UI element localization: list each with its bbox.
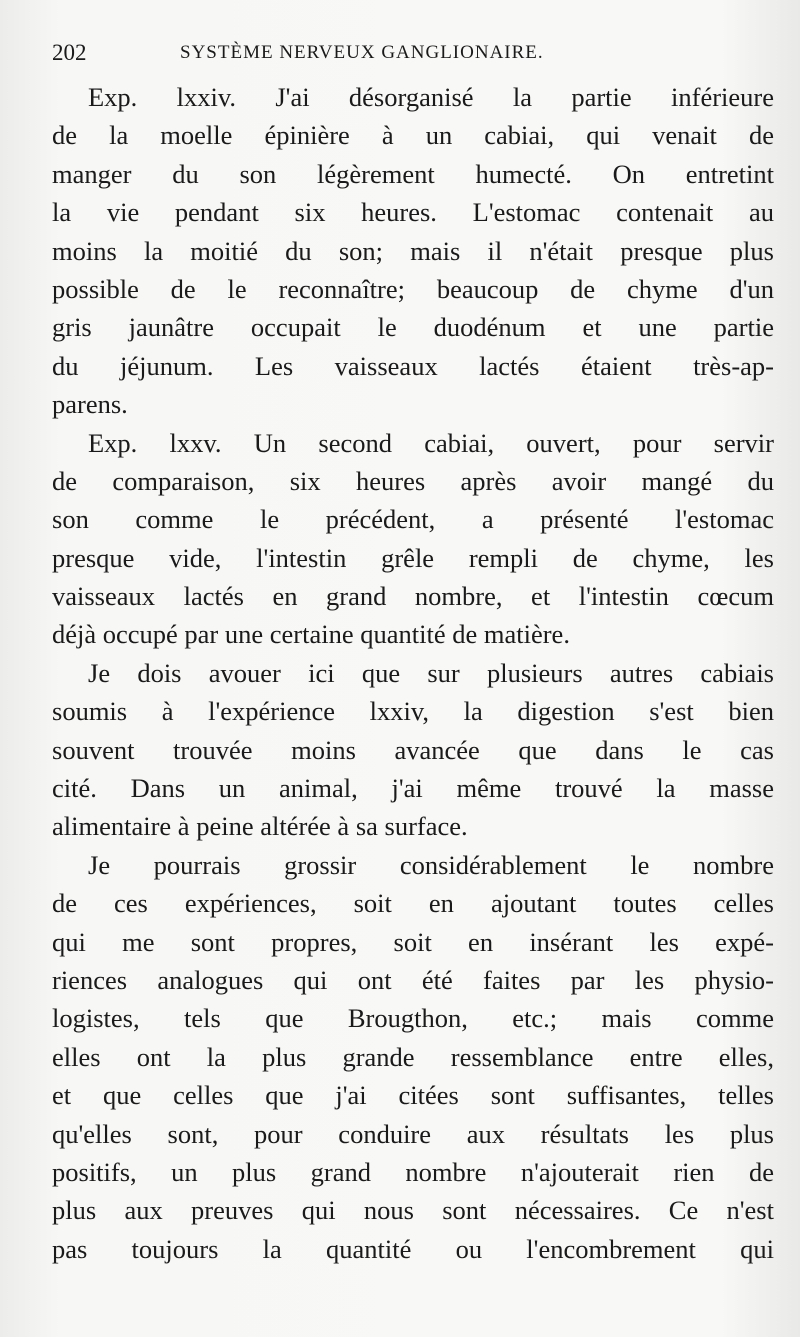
text-line: cité. Dans un animal, j'ai même trouvé la masse xyxy=(52,773,774,804)
text-line: logistes, tels que Brougthon, etc.; mais comme xyxy=(52,1003,774,1034)
text-line: elles ont la plus grande ressemblance entre elles, xyxy=(52,1041,774,1072)
text-line: la vie pendant six heures. L'estomac contenait au xyxy=(52,197,774,228)
text-line: positifs, un plus grand nombre n'ajouterait rien de xyxy=(52,1156,774,1187)
text-line: soumis à l'expérience lxxiv, la digestion s'est bien xyxy=(52,696,774,727)
text-line: son comme le précédent, a présenté l'estomac xyxy=(52,504,774,535)
page-header xyxy=(52,40,752,72)
text-line: pas toujours la quantité ou l'encombrement qui xyxy=(52,1233,774,1264)
page-number: 202 xyxy=(52,40,87,65)
text-line: de ces expériences, soit en ajoutant toutes celles xyxy=(52,888,774,919)
text-line: Je dois avouer ici que sur plusieurs autres cabiais xyxy=(88,657,774,688)
text-line: manger du son légèrement humecté. On entretint xyxy=(52,158,774,189)
text-line: vaisseaux lactés en grand nombre, et l'intestin cœcum xyxy=(52,581,774,612)
text-line: presque vide, l'intestin grêle rempli de chyme, les xyxy=(52,542,774,573)
text-line: souvent trouvée moins avancée que dans le cas xyxy=(52,734,774,765)
text-line: gris jaunâtre occupait le duodénum et une partie xyxy=(52,312,774,343)
text-line: du jéjunum. Les vaisseaux lactés étaient très-ap- xyxy=(52,350,774,381)
text-line: riences analogues qui ont été faites par les physio- xyxy=(52,964,774,995)
body-text xyxy=(52,78,774,1268)
text-line: et que celles que j'ai citées sont suffisantes, telles xyxy=(52,1080,774,1111)
text-line: qui me sont propres, soit en insérant les expé- xyxy=(52,926,774,957)
text-line: qu'elles sont, pour conduire aux résultats les plus xyxy=(52,1118,774,1149)
text-line: possible de le reconnaître; beaucoup de chyme d'un xyxy=(52,273,774,304)
text-line: de comparaison, six heures après avoir mangé du xyxy=(52,465,774,496)
text-line: déjà occupé par une certaine quantité de matière. xyxy=(52,619,570,650)
text-line: Exp. lxxv. Un second cabiai, ouvert, pour servir xyxy=(88,427,774,458)
running-head: SYSTÈME NERVEUX GANGLIONAIRE. xyxy=(180,42,544,63)
text-line: plus aux preuves qui nous sont nécessaires. Ce n'est xyxy=(52,1195,774,1226)
text-line: parens. xyxy=(52,389,128,420)
text-line: Exp. lxxiv. J'ai désorganisé la partie inférieure xyxy=(88,82,774,112)
text-line: moins la moitié du son; mais il n'était presque plus xyxy=(52,235,774,266)
text-line: alimentaire à peine altérée à sa surface. xyxy=(52,811,468,842)
text-line: de la moelle épinière à un cabiai, qui venait de xyxy=(52,120,774,151)
text-line: Je pourrais grossir considérablement le nombre xyxy=(88,849,774,880)
